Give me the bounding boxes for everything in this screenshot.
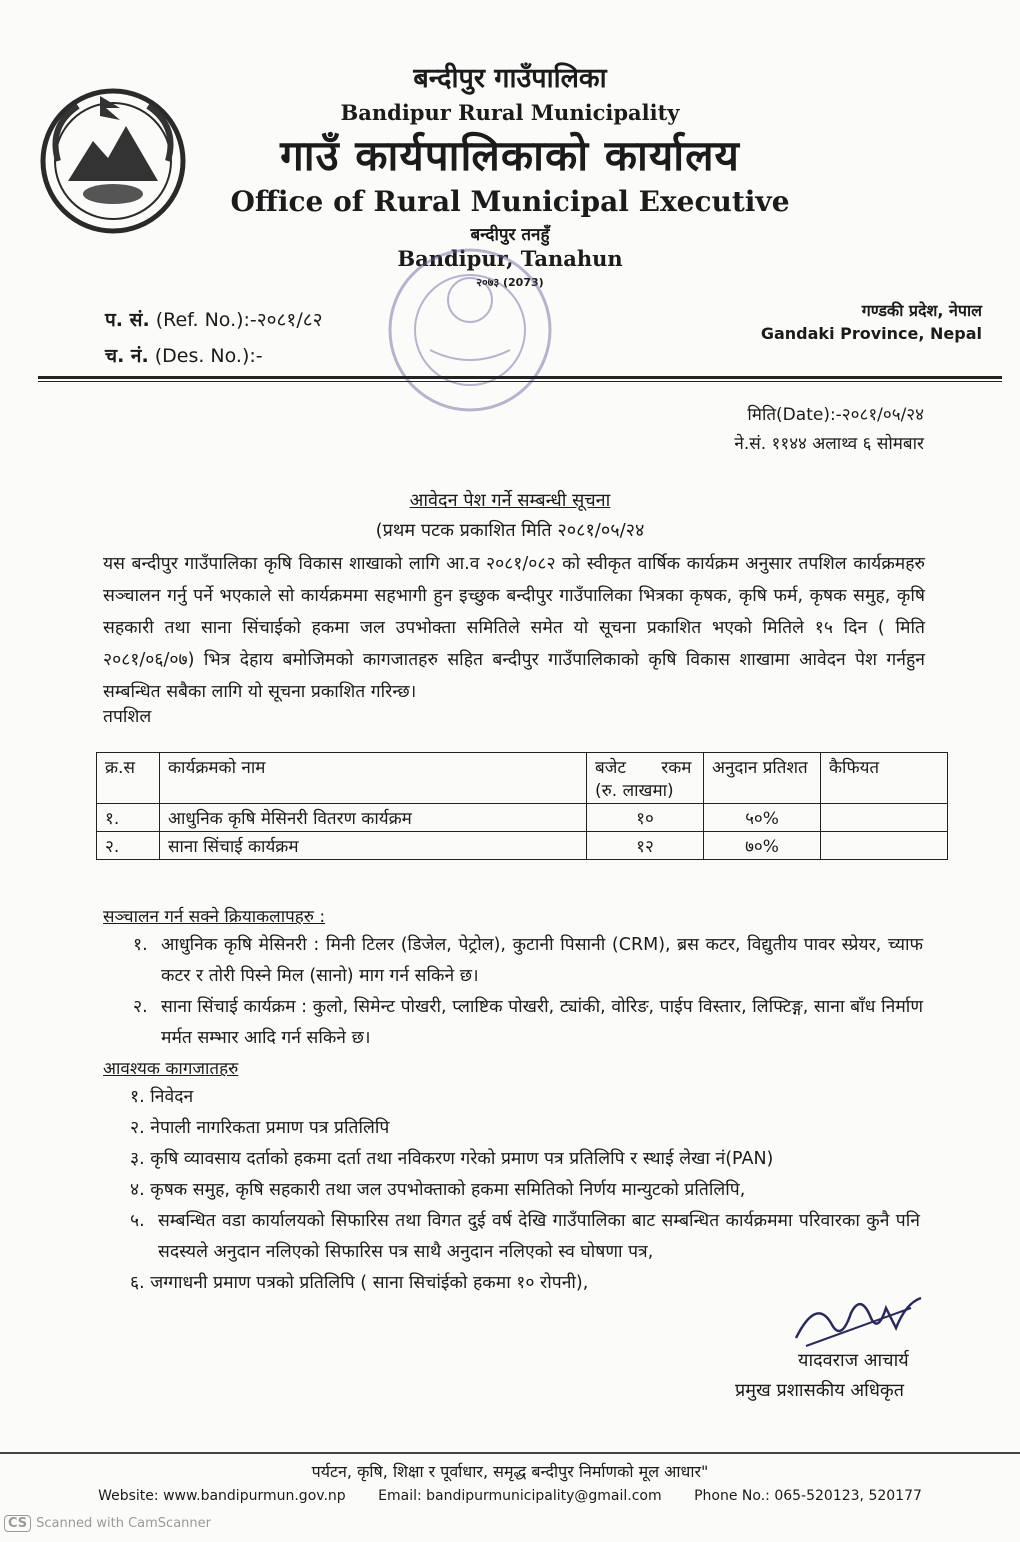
list-item-number: १. bbox=[130, 1087, 145, 1107]
header-program-name: कार्यक्रमको नाम bbox=[160, 753, 587, 804]
activities-heading: सञ्चालन गर्न सक्ने क्रियाकलापहरु : bbox=[103, 907, 326, 927]
notice-subtitle: (प्रथम पटक प्रकाशित मिति २०८१/०५/२४ bbox=[375, 520, 645, 541]
list-item-text: नेपाली नागरिकता प्रमाण पत्र प्रतिलिपि bbox=[150, 1118, 390, 1138]
tapsil-label: तपशिल bbox=[103, 707, 152, 727]
notice-body: यस बन्दीपुर गाउँपालिका कृषि विकास शाखाको लागि आ.व २०८१/०८२ को स्वीकृत वार्षिक कार्यक्रम अनुसार तपशिल कार्यक्रमहरु सञ्चालन गर्नु पर्ने भएकाले सो कार्यक्रममा सहभागी हुन इच्छुक बन्दीपुर गाउँपालिका भित्रका कृषक, कृषि फर्म, कृषक समुह, कृषि सहकारी तथा साना सिंचाईको हकमा जल उपभोक्ता समितिले समेत यो सूचना प्रकाशित भएको मितिले १५ दिन ( मिति २०८१/०६/०७) भित्र देहाय बमोजिमको कागजातहरु सहित बन्दीपुर गाउँपालिकाको कृषि विकास शाखामा आवेदन पेश गर्नहुन सम्बन्धित सबैका लागि यो सूचना प्रकाशित गरिन्छ। bbox=[103, 554, 925, 702]
list-item bbox=[130, 1206, 920, 1268]
list-item bbox=[133, 930, 923, 992]
documents-heading: आवश्यक कागजातहरु bbox=[103, 1059, 239, 1079]
footer-motto: पर्यटन, कृषि, शिक्षा र पूर्वाधार, समृद्ध बन्दीपुर निर्माणको मूल आधार" bbox=[311, 1462, 709, 1481]
header-divider bbox=[38, 376, 1002, 379]
list-item-text: निवेदन bbox=[150, 1087, 194, 1107]
list-item-text: आधुनिक कृषि मेसिनरी : मिनी टिलर (डिजेल, पेट्रोल), कुटानी पिसानी (CRM), ब्रस कटर, विद्युतीय पावर स्प्रेयर, च्याफ कटर र तोरी पिस्ने मिल (सानो) माग गर्न सकिने छ। bbox=[161, 935, 923, 986]
list-item-number: २. bbox=[130, 1118, 145, 1138]
list-item bbox=[130, 1144, 773, 1175]
row-program-name: साना सिंचाई कार्यक्रम bbox=[160, 832, 587, 860]
table-row bbox=[97, 832, 948, 860]
row-budget: १२ bbox=[587, 832, 704, 860]
list-item-text: सम्बन्धित वडा कार्यालयको सिफारिस तथा विगत दुई वर्ष देखि गाउँपालिका बाट सम्बन्धित कार्यक्रममा परिवारका कुनै पनि सदस्यले अनुदान नलिएको सिफारिस पत्र साथै अनुदान नलिएको स्व घोषणा पत्र, bbox=[158, 1211, 920, 1262]
ref-label-np: प. सं. bbox=[105, 309, 150, 331]
des-label-en: (Des. No.):- bbox=[154, 345, 263, 367]
list-item-number: ५. bbox=[130, 1211, 145, 1231]
date-line: मिति(Date):-२०८१/०५/२४ bbox=[747, 405, 924, 425]
list-item bbox=[130, 1082, 193, 1113]
ref-number bbox=[105, 306, 322, 332]
table-header-row bbox=[97, 753, 948, 804]
list-item bbox=[130, 1268, 588, 1299]
location-np: बन्दीपुर तनहुँ bbox=[470, 225, 550, 245]
header-grant: अनुदान प्रतिशत bbox=[704, 753, 821, 804]
list-item-number: १. bbox=[133, 935, 148, 955]
handwritten-signature-icon bbox=[786, 1288, 926, 1352]
list-item-text: कृषक समुह, कृषि सहकारी तथा जल उपभोक्ताको हकमा समितिको निर्णय मान्युटको प्रतिलिपि, bbox=[150, 1180, 746, 1200]
row-sn: २. bbox=[97, 832, 160, 860]
province-en: Gandaki Province, Nepal bbox=[760, 324, 982, 343]
header-remarks: कैफियत bbox=[821, 753, 948, 804]
row-sn: १. bbox=[97, 804, 160, 832]
row-remarks bbox=[821, 832, 948, 860]
list-item-number: २. bbox=[133, 997, 148, 1017]
list-item-text: कृषि व्यावसाय दर्ताको हकमा दर्ता तथा नविकरण गरेको प्रमाण पत्र प्रतिलिपि र स्थाई लेखा नं(PAN) bbox=[150, 1149, 774, 1169]
footer-contact bbox=[0, 1488, 1020, 1504]
header-sn: क्र.स bbox=[97, 753, 160, 804]
camscanner-logo-icon: CS bbox=[4, 1515, 31, 1532]
row-program-name: आधुनिक कृषि मेसिनरी वितरण कार्यक्रम bbox=[160, 804, 587, 832]
list-item-text: जग्गाधनी प्रमाण पत्रको प्रतिलिपि ( साना सिचांईको हकमा १० रोपनी), bbox=[150, 1273, 589, 1293]
row-grant: ७०% bbox=[704, 832, 821, 860]
list-item-number: ६. bbox=[130, 1273, 145, 1293]
list-item-text: साना सिंचाई कार्यक्रम : कुलो, सिमेन्ट पोखरी, प्लाष्टिक पोखरी, ट्यांकी, वोरिङ, पाईप विस्तार, लिफ्टिङ्ग, साना बाँध निर्माण मर्मत सम्भार आदि गर्न सकिने छ। bbox=[161, 997, 923, 1048]
municipality-name-en: Bandipur Rural Municipality bbox=[340, 100, 680, 125]
list-item-number: ४. bbox=[130, 1180, 145, 1200]
location-en: Bandipur, Tanahun bbox=[397, 246, 623, 271]
office-name-np: गाउँ कार्यपालिकाको कार्यालय bbox=[280, 131, 740, 180]
program-table bbox=[96, 752, 948, 860]
camscanner-watermark bbox=[4, 1515, 211, 1532]
des-number bbox=[105, 342, 263, 368]
camscanner-text: Scanned with CamScanner bbox=[36, 1516, 211, 1531]
list-item bbox=[133, 992, 923, 1054]
footer-website: Website: www.bandipurmun.gov.np bbox=[98, 1488, 346, 1504]
ref-label-en: (Ref. No.):- bbox=[155, 309, 257, 331]
list-item bbox=[130, 1175, 745, 1206]
header-budget bbox=[587, 753, 704, 804]
signatory-title: प्रमुख प्रशासकीय अधिकृत bbox=[735, 1380, 904, 1401]
office-stamp-icon bbox=[380, 240, 560, 420]
footer-divider bbox=[0, 1452, 1020, 1454]
table-row bbox=[97, 804, 948, 832]
signatory-name: यादवराज आचार्य bbox=[798, 1350, 909, 1371]
office-name-en: Office of Rural Municipal Executive bbox=[230, 185, 790, 218]
header-budget-label: बजेट रकम bbox=[595, 758, 692, 778]
header-divider-thin bbox=[38, 381, 1002, 382]
header-budget-unit: (रु. लाखमा) bbox=[595, 781, 674, 801]
list-item bbox=[130, 1113, 389, 1144]
des-label-np: च. नं. bbox=[105, 345, 149, 367]
footer-phone: Phone No.: 065-520123, 520177 bbox=[694, 1488, 922, 1504]
province-np: गण्डकी प्रदेश, नेपाल bbox=[861, 301, 982, 320]
nepal-sambat-date: ने.सं. ११४४ अलाथ्व ६ सोमबार bbox=[734, 434, 924, 454]
established-year: २०७३ (2073) bbox=[476, 276, 544, 289]
row-grant: ५०% bbox=[704, 804, 821, 832]
municipality-name-np: बन्दीपुर गाउँपालिका bbox=[413, 63, 607, 94]
list-item-number: ३. bbox=[130, 1149, 145, 1169]
row-remarks bbox=[821, 804, 948, 832]
ref-value: २०८१/८२ bbox=[256, 309, 323, 331]
footer-email: Email: bandipurmunicipality@gmail.com bbox=[378, 1488, 662, 1504]
notice-title: आवेदन पेश गर्ने सम्बन्धी सूचना bbox=[409, 490, 611, 511]
row-budget: १० bbox=[587, 804, 704, 832]
